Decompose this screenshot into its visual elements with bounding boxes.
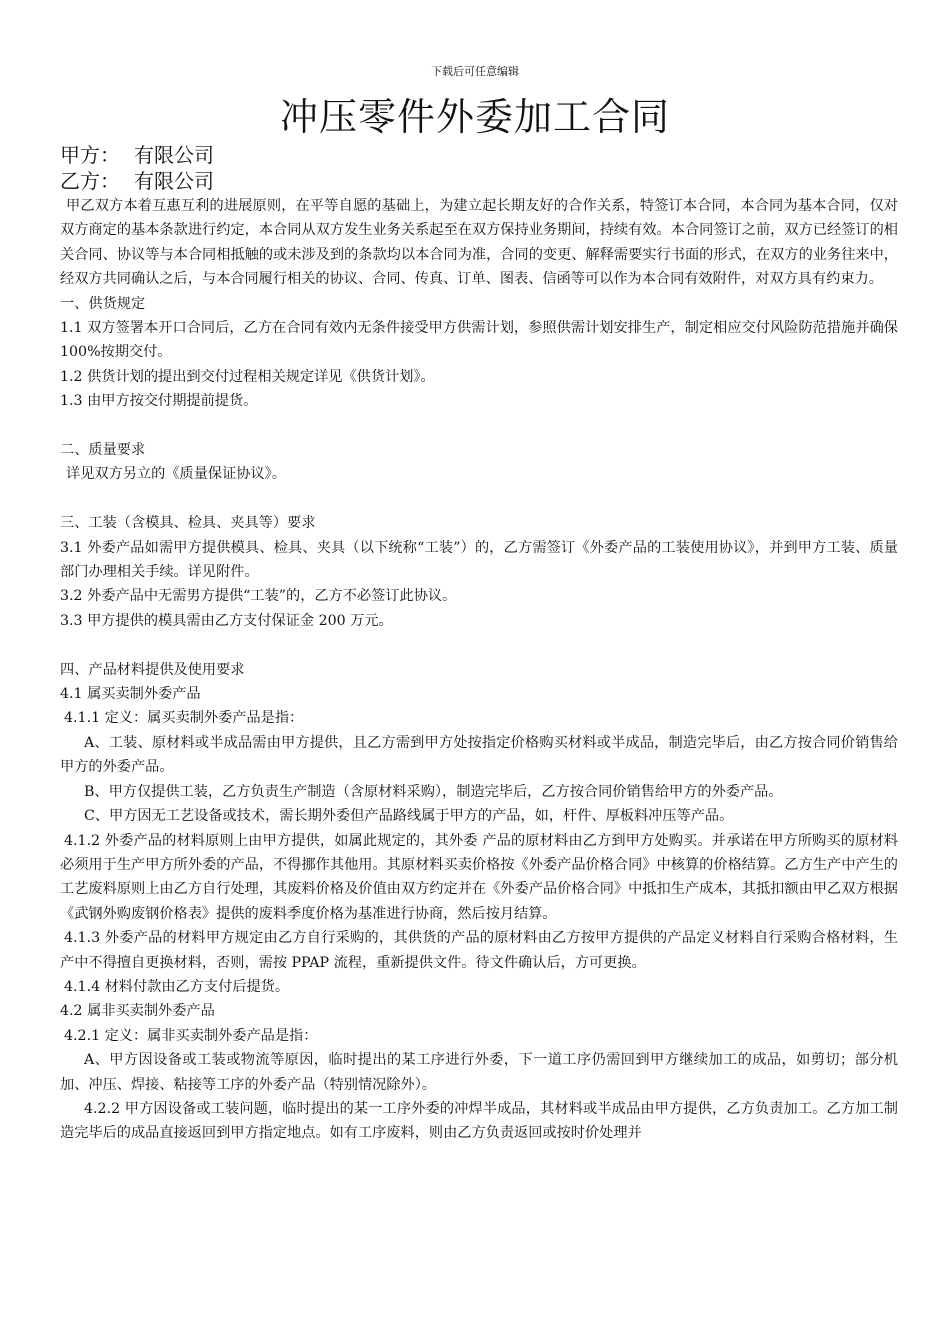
item-b: B、甲方仅提供工装，乙方负责生产制造（含原材料采购），制造完毕后，乙方按合同价销售给甲方的外委产品。	[84, 783, 783, 800]
section-2-text: 详见双方另立的《质量保证协议》。	[66, 466, 286, 483]
clause-3-3: 3.3 甲方提供的模具需由乙方支付保证金 200 万元。	[60, 612, 393, 629]
clause-4-2-1: 4.2.1 定义：属非买卖制外委产品是指：	[64, 1027, 318, 1044]
preamble-paragraph: 甲乙双方本着互惠互利的进展原则，在平等自愿的基础上，为建立起长期友好的合作关系，特签订本合同，本合同为基本合同，仅对双方商定的基本条款进行约定，本合同从双方发生业务关系起至在双方保持业务期间，持续有效。本合同签订之前，双方已经签订的相关合同、协议等与本合同相抵触的或未涉及到的条款均以本合同为准，合同的变更、解释需要实行书面的形式，在双方的业务往来中，经双方共同确认之后，与本合同履行相关的协议、合同、传真、订单、图表、信函等可以作为本合同有效附件，对双方具有约束力。	[60, 198, 898, 288]
clause-4-1-4: 4.1.4 材料付款由乙方支付后提货。	[64, 978, 290, 995]
clause-4-2: 4.2 属非买卖制外委产品	[60, 1003, 215, 1020]
parties-block	[60, 142, 900, 194]
party-b-label: 乙方：	[60, 169, 120, 193]
clause-4-1-1: 4.1.1 定义：属买卖制外委产品是指：	[64, 710, 304, 727]
clause-1-3: 1.3 由甲方按交付期提前提货。	[60, 393, 258, 410]
clause-4-1: 4.1 属买卖制外委产品	[60, 686, 201, 703]
item-a-2: A、甲方因设备或工装或物流等原因，临时提出的某工序进行外委，下一道工序仍需回到甲方继续加工的成品，如剪切；部分机加、冲压、焊接、粘接等工序的外委产品（特别情况除外）。	[60, 1052, 898, 1093]
section-2-heading: 二、质量要求	[60, 442, 146, 459]
clause-4-2-2: 4.2.2 甲方因设备或工装问题，临时提出的某一工序外委的冲焊半成品，其材料或半成品由甲方提供，乙方负责加工。乙方加工制造完毕后的成品直接返回到甲方指定地点。如有工序废料，则由乙方负责返回或按时价处理并	[60, 1100, 898, 1142]
clause-1-2: 1.2 供货计划的提出到交付过程相关规定详见《供货计划》。	[60, 368, 435, 385]
section-3-heading: 三、工装（含模具、检具、夹具等）要求	[60, 515, 316, 532]
clause-3-1: 3.1 外委产品如需甲方提供模具、检具、夹具（以下统称“工装”）的，乙方需签订《外委产品的工装使用协议》，并到甲方工装、质量部门办理相关手续。详见附件。	[60, 539, 898, 581]
clause-3-2: 3.2 外委产品中无需男方提供“工装”的，乙方不必签订此协议。	[60, 588, 457, 605]
party-b-value: 有限公司	[134, 169, 214, 193]
section-1-heading: 一、供货规定	[60, 295, 146, 312]
clause-1-1: 1.1 双方签署本开口合同后，乙方在合同有效内无条件接受甲方供需计划，参照供需计划安排生产，制定相应交付风险防范措施并确保 100%按期交付。	[60, 320, 898, 361]
spacer	[60, 633, 898, 657]
item-a: A、工装、原材料或半成品需由甲方提供，且乙方需到甲方处按指定价格购买材料或半成品，制造完毕后，由乙方按合同价销售给甲方的外委产品。	[60, 734, 898, 776]
contract-body	[60, 194, 898, 1146]
spacer	[60, 487, 898, 511]
spacer	[60, 414, 898, 438]
clause-4-1-3: 4.1.3 外委产品的材料甲方规定由乙方自行采购的，其供货的产品的原材料由乙方按甲方提供的产品定义材料自行采购合格材料，生产中不得擅自更换材料，否则，需按 PPAP 流程，重新提供文件。待文件确认后，方可更换。	[60, 930, 898, 971]
party-a-value: 有限公司	[134, 143, 214, 167]
party-b-line	[60, 168, 900, 194]
party-a-line	[60, 142, 900, 168]
party-a-label: 甲方：	[60, 143, 120, 167]
item-c: C、甲方因无工艺设备或技术，需长期外委但产品路线属于甲方的产品，如，杆件、厚板料冲压等产品。	[84, 808, 734, 825]
clause-4-1-2: 4.1.2 外委产品的材料原则上由甲方提供，如属此规定的，其外委 产品的原材料由乙方到甲方处购买。并承诺在甲方所购买的原材料必须用于生产甲方所外委的产品，不得挪作其他用。其原材料买卖价格按《外委产品价格合同》中核算的价格结算。乙方生产中产生的工艺废料原则上由乙方自行处理，其废料价格及价值由双方约定并在《外委产品价格合同》中抵扣生产成本，其抵扣额由甲乙双方根据《武钢外购废钢价格表》提供的废料季度价格为基准进行协商，然后按月结算。	[60, 832, 898, 922]
document-title: 冲压零件外委加工合同	[279, 95, 670, 139]
header-note: 下载后可任意编辑	[431, 65, 519, 78]
section-4-heading: 四、产品材料提供及使用要求	[60, 661, 245, 678]
